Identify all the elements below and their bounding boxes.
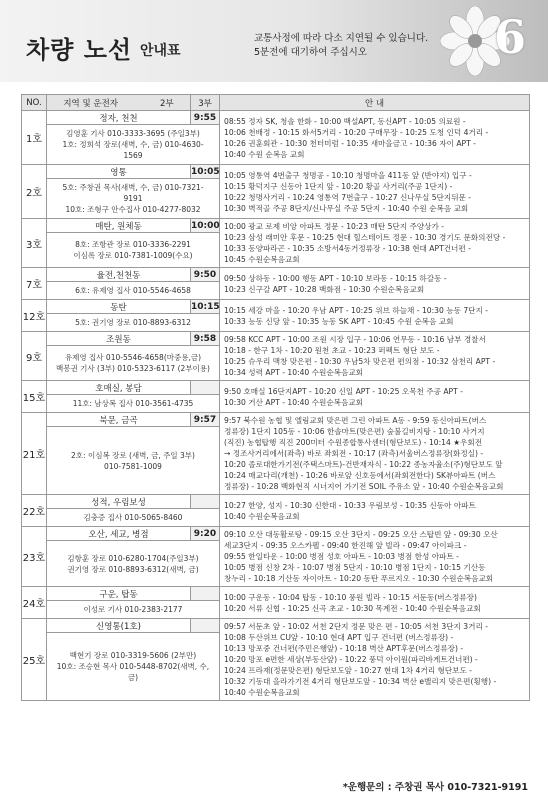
route-number: 9호 [22,332,47,381]
departure-time: 9:57 [191,413,220,427]
stop-line: 10:00 광교 로제 비앙 아파트 정문 - 10:23 매탄 5단지 주양상가 - [224,222,445,231]
stop-line: 10:15 황덕지구 신동아 1단지 앞 - 10:20 황골 사거리(주공 1단지) - [224,181,453,191]
driver-line: 10호: 조승현 목사 010-5448-8702(새벽, 수, 금) [56,662,210,682]
route-number: 3호 [22,219,47,268]
page-header [0,0,548,82]
route-area: 조원동 [47,332,191,346]
stop-line: 10:30 거산 APT - 10:40 수원순복음교회 [224,397,364,407]
route-number: 21호 [22,413,47,495]
stop-line: 10:25 슈우리 맥창 맞은편 - 10:30 우남5차 맞은편 편의점 - 10:32 삼천리 APT - [224,357,496,366]
stop-line: 10:27 한양, 성지 - 10:30 신한대 - 10:33 우림보성 - 10:35 신동아 아파트 [224,500,476,510]
route-area: 신영통(1호) [47,619,191,633]
driver-line: 8호: 조항관 장로 010-3336-2291 [75,240,191,249]
driver-info [47,633,220,701]
route-number: 2호 [22,165,47,219]
stop-line: 10:32 기동대 을라가기전 4거리 형단보도앞 - 10:34 벽산 e밸리지 맞은편(횡행) - [224,677,497,686]
driver-line: 유제영 집사 010-5546-4658(마중용,금) [64,353,202,362]
table-row [22,413,530,427]
stop-line: 10:40 수원 순복음 교회 [224,149,305,159]
driver-line: 김항훈 장로 010-6280-1704(주일3부) [67,553,199,563]
page-title: 차량 노선 [26,36,133,64]
stop-line: 10:40 수원순복음교회 [224,688,300,697]
departure-time [191,619,220,633]
stop-line: 10:24 프라재(정문맞은편) 형단보도앞 - 10:27 현대 1차 4거리 형단보도 - [224,666,472,675]
stop-line: 10:18 - 한구 1차 - 10:20 원천 초교 - 10:23 퍼펙트 형단 보도 - [224,346,440,355]
route-number: 22호 [22,495,47,527]
route-area: 율전,천천동 [47,268,191,282]
departure-time: 9:50 [191,268,220,282]
route-stops [220,219,530,268]
table-row [22,587,530,601]
route-number: 1호 [22,111,47,165]
route-number: 15호 [22,381,47,413]
stop-line: 10:22 청명사거리 - 10:24 영통역 7번출구 - 10:27 신나무실 5단지뒤문 - [224,192,472,202]
stop-line: 10:26 권훈회관 - 10:30 천터미럼 - 10:35 새마을금고 - 10:36 자이 APT - [224,138,476,148]
stop-line: 10:30 벽적골 주공 8단지/신나무실 주공 5단지 - 10:40 수원 순복음 교회 [224,203,469,213]
route-area: 정자, 천천 [47,111,191,125]
driver-info [47,314,220,332]
departure-time: 9:20 [191,527,220,541]
departure-time: 10:05 [191,166,220,177]
stop-line: 10:34 성력 APT - 10:40 수원순복음교회 [224,368,364,377]
notice-line-1: 교통사정에 따라 다소 지연될 수 있습니다. [254,33,429,44]
driver-line: 6호: 유제영 집사 010-5546-4658 [75,286,191,295]
stop-line: 09:58 KCC APT - 10:00 조원 시장 입구 - 10:06 연무동 - 10:16 남부 경찰서 [224,335,486,344]
route-stops [220,111,530,165]
stop-line: 10:08 두산위브 CU앞 - 10:10 현대 APT 입구 건너편 (버스정류장) - [224,633,454,642]
header-area [47,95,191,111]
table-row [22,219,530,233]
notice-line-2: 5분전에 대기하여 주십시오 [254,47,368,58]
stop-line: 10:23 삼성 래미안 후문 - 10:25 현대 힐스테이트 정문 - 10:30 경기도 문화의전당 - [224,233,506,242]
driver-info [47,427,220,495]
stop-line: 10:00 구운동 - 10:04 탑동 - 10:10 풍원 빌라 - 10:15 서둔동(버스정류장) [224,592,477,602]
driver-info [47,395,220,413]
route-number: 7호 [22,268,47,300]
stop-line: 창누리 - 10:18 기산동 자이아트 - 10:20 동탄 푸르지오 - 10:30 수원순복음교회 [224,574,494,583]
route-area: 동탄 [47,300,191,314]
page-subtitle: 안내표 [140,43,181,59]
route-area: 매탄, 원체동 [47,219,191,233]
driver-line: 5호: 주창권 목사(새벽, 수, 금) 010-7321-9191 [62,183,204,203]
table-row [22,332,530,346]
table-row [22,165,530,179]
driver-line: 백봉권 기사 (3부) 010-5323-6117 (2부이용) [56,364,210,373]
stop-line: 09:55 한일타운 - 10:00 병점 성호 아파트 - 10:03 병점 한성 아파트 - [224,552,459,561]
route-number: 12호 [22,300,47,332]
stop-line: 10:40 수원순복음교회 [224,511,300,521]
stop-line: 정류장) - 10:28 백화현직 시너지어 가기전 SOIL 주유소 앞 - 10:40 수원순복음교회 [224,482,504,491]
driver-info [47,601,220,619]
table-row [22,619,530,633]
table-row [22,527,530,541]
route-number: 25호 [22,619,47,701]
stop-line: 정류장) 1단지 105동 - 10:06 한솔마트(맞은편) 숲불길비지탕 - 10:10 사거지 [224,427,485,436]
route-area: 북문, 금곡 [47,413,191,427]
route-table [21,94,530,701]
driver-info [47,233,220,268]
driver-info [47,282,220,300]
driver-line: 5호: 권기영 장로 010-8893-6312 [75,318,191,327]
driver-info [47,179,220,219]
stop-line: 10:06 천배정 - 10:15 화서5거리 - 10:20 구매무장 - 10:25 도청 인덕 4거리 - [224,127,489,137]
stop-line: 10:20 서류 신협 - 10:25 신곡 초교 - 10:30 목계전 - 10:40 수원순복음교회 [224,603,481,613]
departure-time: 9:58 [191,332,220,346]
route-number: 23호 [22,527,47,587]
header-col3: 3부 [191,95,220,111]
stop-line: 10:05 병점 신창 2차 - 10:07 병점 5단지 - 10:10 병점 1단지 - 10:15 기산동 [224,563,486,572]
departure-time: 10:15 [191,301,220,312]
driver-line: 이성로 기사 010-2383-2177 [83,605,183,614]
table-row [22,495,530,509]
driver-line: 2호: 이심복 장로 (새벽, 금, 주일 3부) [71,450,195,460]
stop-line: → 정조사거리에서(좌측) 바로 좌회전 - 10:17 (좌측)서울버스정류장(화정실) - [224,449,484,458]
stop-line: 9:57 북수원 농협 및 엘림교회 맞은편 그린 아파트 A동 - 9:59 동신아파트(버스 [224,416,487,425]
stop-line: 10:33 동양파라곤 - 10:35 소방서4동거정류장 - 10:38 현대 APT건너편 - [224,244,471,253]
route-area: 성적, 우림보성 [47,495,191,509]
page-number: 6 [494,10,527,64]
table-header-row [22,95,530,111]
route-stops [220,587,530,619]
driver-info [47,125,220,165]
stop-line: 10:20 망포 e편한 세상(부동산앞) - 10:22 풍덕 아이원(파리바게트건너편) - [224,655,478,664]
route-area: 오산, 세교, 병점 [47,527,191,541]
route-stops [220,495,530,527]
header-col2: 2부 [160,98,174,109]
route-area: 영통 [47,165,191,179]
stop-line: 08:55 정자 SK, 청솔 한화 - 10:00 백설APT, 동신APT - 10:05 의료원 - [224,116,466,126]
route-number: 24호 [22,587,47,619]
table-row [22,111,530,125]
stop-line: 09:50 상하동 - 10:00 행동 APT - 10:10 보라동 - 10:15 하갈동 - [224,273,447,283]
stop-line: 10:15 세강 마을 - 10:20 우남 APT - 10:25 위브 하늘채 - 10:30 능동 7단지 - [224,305,488,315]
stop-line: 10:23 신구갈 APT - 10:28 백화점 - 10:30 수원순복음교회 [224,284,425,294]
driver-line: 이심록 장로 010-7381-1009(수요) [73,251,193,260]
route-stops [220,619,530,701]
stop-line: 09:57 서둔초 앞 - 10:02 서천 2단지 정문 맞은 편 - 10:05 서천 3단지 3거리 - [224,622,488,631]
driver-line: 11호: 남상복 집사 010-3561-4735 [72,399,194,408]
table-row [22,268,530,282]
header-no: NO. [22,95,47,111]
stop-line: 세교3단지 - 09:35 오스카펠 - 09:40 한진해 앞 빌라 - 09:47 아이파크 - [224,541,467,550]
stop-line: 10:20 졸로대한가기전(주택스마트)-건반재자식 - 10:22 종농자율소(주)형단보도 앞 [224,460,503,469]
departure-time [191,587,220,601]
departure-time: 10:00 [191,220,220,231]
route-area: 호매실, 봉담 [47,381,191,395]
header-guide: 안 내 [220,95,530,111]
header-notice [254,32,428,60]
driver-line: 권기영 장로 010-8893-6312(새벽, 금) [67,564,199,574]
stop-line: (직진) 농협탑행 직진 200미터 수원종합통사센터(형단보도) - 10:14 ★우회전 [224,438,483,447]
driver-line: 김충증 집사 010-5065-8460 [83,513,183,522]
table-row [22,300,530,314]
route-area: 구운, 탑동 [47,587,191,601]
stop-line: 10:24 매교다리(개천) - 10:26 바로앞 신호등에서(좌회전한다) SK뷰아파트 (버스 [224,471,496,480]
route-stops [220,268,530,300]
stop-line: 10:05 영통역 4번출구 청명공 - 10:10 청명마을 411동 앞 (반야지) 입구 - [224,170,472,180]
route-stops [220,381,530,413]
stop-line: 10:13 망포중 건너편(주민은행앞) - 10:18 벽산 APT후문(버스정류장) - [224,644,464,653]
driver-line: 10호: 조형구 안수집사 010-4277-8032 [65,205,201,214]
driver-line: 010-7581-1009 [104,461,162,471]
driver-info [47,509,220,527]
departure-time [191,381,220,395]
stop-line: 09:10 오산 대동활로탕 - 09:15 오산 3단지 - 09:25 오산 스탑빈 앞 - 09:30 오산 [224,530,498,539]
route-stops [220,300,530,332]
driver-line: 백현기 장로 010-3319-5606 (2부만) [69,651,197,660]
route-stops [220,413,530,495]
driver-info [47,346,220,381]
contact-footer: *운행문의 : 주창권 목사 010-7321-9191 [342,782,528,793]
departure-time: 9:55 [191,111,220,125]
driver-info [47,541,220,587]
stop-line: 10:33 능동 신당 앞 - 10:35 능동 SK APT - 10:45 수원 순복음 교회 [224,316,454,326]
header-area-label: 지역 및 운전자 [63,98,119,109]
route-stops [220,332,530,381]
route-stops [220,165,530,219]
stop-line: 10:45 수원순복음교회 [224,255,300,264]
driver-line: 김영훈 기사 010-3333-3695 (주일3부) [66,129,200,138]
route-stops [220,527,530,587]
driver-line: 1호: 정희석 장로(새벽, 수, 금) 010-4630-1569 [62,140,204,160]
table-row [22,381,530,395]
stop-line: 9:50 호매실 16단지APT - 10:20 신일 APT - 10:25 오목천 주공 APT - [224,386,463,396]
departure-time [191,495,220,509]
